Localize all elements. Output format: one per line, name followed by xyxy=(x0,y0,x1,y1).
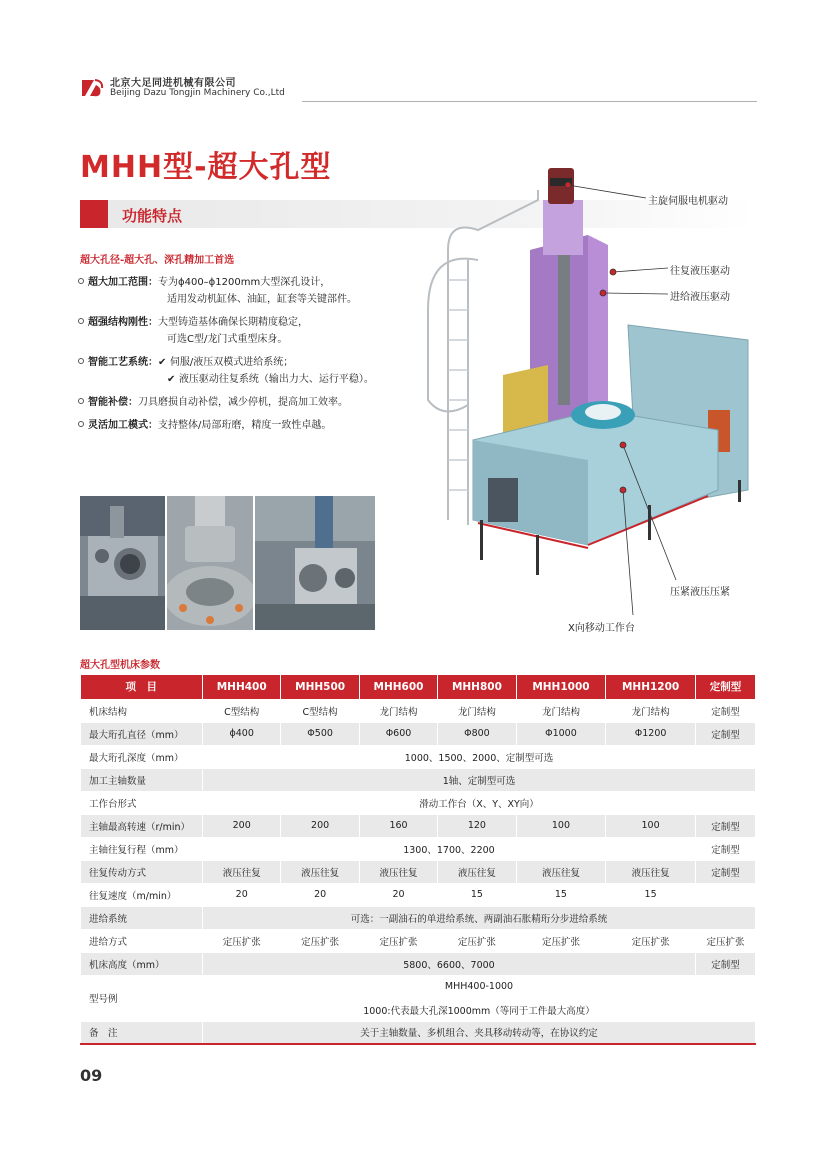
callout-feed: 进给液压驱动 xyxy=(670,292,730,303)
param-name: 往复传动方式 xyxy=(81,860,203,883)
feature-label: 灵活加工模式： xyxy=(88,420,158,431)
param-value: Φ600 xyxy=(359,722,437,745)
param-value: 液压往复 xyxy=(516,860,606,883)
param-value: 定压扩张 xyxy=(359,929,437,952)
feature-line: 伺服/液压双模式进给系统； xyxy=(169,357,294,368)
feature-line: 专为ϕ400–ϕ1200mm大型深孔设计， xyxy=(158,277,331,288)
param-name: 备 注 xyxy=(81,1021,203,1044)
table-row xyxy=(81,1021,756,1044)
table-row xyxy=(81,952,756,975)
callout-clamp: 压紧液压压紧 xyxy=(670,587,730,598)
param-value: 关于主轴数量、多机组合、夹具移动转动等，在协议约定 xyxy=(203,1021,756,1044)
param-value: 定压扩张 xyxy=(695,929,755,952)
param-value: 定压扩张 xyxy=(203,929,281,952)
param-name: 型号例 xyxy=(81,975,203,1021)
param-value: 定压扩张 xyxy=(281,929,359,952)
params-table xyxy=(80,675,756,1045)
param-value: MHH400-1000 xyxy=(203,975,756,998)
company-logo-icon xyxy=(80,76,104,100)
page-number: 09 xyxy=(80,1066,103,1085)
bullet-icon xyxy=(78,398,84,404)
table-row xyxy=(81,745,756,768)
feature-line: 大型铸造基体确保长期精度稳定， xyxy=(158,317,308,328)
callout-reciprocate: 往复液压驱动 xyxy=(670,266,730,277)
feature-item xyxy=(78,274,418,308)
params-header-row xyxy=(81,675,756,699)
header-model: MHH400 xyxy=(203,675,281,699)
photo-honing-head xyxy=(167,496,253,630)
param-value: C型结构 xyxy=(203,699,281,722)
feature-item xyxy=(78,394,418,411)
header-model: MHH1200 xyxy=(606,675,696,699)
page-header xyxy=(80,72,760,106)
param-value: 200 xyxy=(203,814,281,837)
param-value: 定制型 xyxy=(695,860,755,883)
check-icon: ✔ xyxy=(158,357,170,368)
header-item: 项 目 xyxy=(81,675,203,699)
table-row xyxy=(81,791,756,814)
param-value: 液压往复 xyxy=(281,860,359,883)
param-value: 龙门结构 xyxy=(438,699,516,722)
features-subheading: 超大孔径-超大孔、深孔精加工首选 xyxy=(80,255,235,266)
param-value: 1000、1500、2000、定制型可选 xyxy=(203,745,756,768)
param-value: 5800、6600、7000 xyxy=(203,952,696,975)
param-value: 200 xyxy=(281,814,359,837)
param-value: 定制型 xyxy=(695,722,755,745)
param-value: Φ800 xyxy=(438,722,516,745)
param-name: 进给系统 xyxy=(81,906,203,929)
photo-workpiece-1 xyxy=(80,496,165,630)
param-value xyxy=(695,883,755,906)
table-row xyxy=(81,929,756,952)
photo-workpiece-2 xyxy=(255,496,375,630)
feature-item xyxy=(78,354,418,388)
param-value: 定制型 xyxy=(695,699,755,722)
param-value: 定制型 xyxy=(695,952,755,975)
bullet-icon xyxy=(78,278,84,284)
feature-line: 适用发动机缸体、油缸，缸套等关键部件。 xyxy=(167,294,357,305)
param-value: 100 xyxy=(606,814,696,837)
param-name: 最大珩孔直径（mm） xyxy=(81,722,203,745)
feature-label: 超强结构刚性： xyxy=(88,317,158,328)
company-name-cn: 北京大足同进机械有限公司 xyxy=(110,78,236,89)
header-model: MHH1000 xyxy=(516,675,606,699)
header-model: MHH800 xyxy=(438,675,516,699)
param-value: 20 xyxy=(359,883,437,906)
table-row xyxy=(81,837,756,860)
param-value: 可选：一副油石的单进给系统、两副油石胀精珩分步进给系统 xyxy=(203,906,756,929)
company-name-en: Beijing Dazu Tongjin Machinery Co.,Ltd xyxy=(110,88,285,98)
table-row xyxy=(81,699,756,722)
param-value: 160 xyxy=(359,814,437,837)
header-model: MHH500 xyxy=(281,675,359,699)
feature-label: 超大加工范围： xyxy=(88,277,158,288)
param-value: 1000:代表最大孔深1000mm（等同于工件最大高度） xyxy=(203,998,756,1021)
param-value: 液压往复 xyxy=(606,860,696,883)
feature-line: ✔ 液压驱动往复系统（输出力大、运行平稳）。 xyxy=(167,374,374,385)
header-model: MHH600 xyxy=(359,675,437,699)
param-value: 定压扩张 xyxy=(606,929,696,952)
param-name: 加工主轴数量 xyxy=(81,768,203,791)
param-value: Φ500 xyxy=(281,722,359,745)
param-value: 液压往复 xyxy=(359,860,437,883)
table-row xyxy=(81,814,756,837)
bullet-icon xyxy=(78,358,84,364)
feature-label: 智能工艺系统： xyxy=(88,357,158,368)
param-name: 最大珩孔深度（mm） xyxy=(81,745,203,768)
param-value: 1300、1700、2200 xyxy=(203,837,696,860)
bullet-icon xyxy=(78,318,84,324)
header-model: 定制型 xyxy=(695,675,755,699)
param-value: ϕ400 xyxy=(203,722,281,745)
table-row xyxy=(81,906,756,929)
features-section-title: 功能特点 xyxy=(122,207,183,225)
param-value: 20 xyxy=(281,883,359,906)
param-value: 定压扩张 xyxy=(438,929,516,952)
param-value: 定制型 xyxy=(695,814,755,837)
param-value: Φ1000 xyxy=(516,722,606,745)
param-value: 液压往复 xyxy=(203,860,281,883)
param-value: 120 xyxy=(438,814,516,837)
feature-line: 刀具磨损自动补偿，减少停机，提高加工效率。 xyxy=(138,397,348,408)
bullet-icon xyxy=(78,421,84,427)
param-value: 液压往复 xyxy=(438,860,516,883)
param-value: 定压扩张 xyxy=(516,929,606,952)
param-value: 1轴、定制型可选 xyxy=(203,768,756,791)
param-value: 15 xyxy=(606,883,696,906)
feature-label: 智能补偿： xyxy=(88,397,138,408)
check-icon: ✔ xyxy=(167,374,179,385)
param-value: 15 xyxy=(438,883,516,906)
param-value: 龙门结构 xyxy=(359,699,437,722)
param-value: 滑动工作台（X、Y、XY向） xyxy=(203,791,756,814)
feature-line: 可选C型/龙门式重型床身。 xyxy=(167,334,288,345)
page-title: MHH型-超大孔型 xyxy=(80,150,332,185)
param-value: 龙门结构 xyxy=(516,699,606,722)
params-title: 超大孔型机床参数 xyxy=(80,660,160,671)
param-name: 工作台形式 xyxy=(81,791,203,814)
feature-list xyxy=(78,274,418,434)
table-row xyxy=(81,975,756,998)
param-value: C型结构 xyxy=(281,699,359,722)
table-row xyxy=(81,768,756,791)
param-value: 100 xyxy=(516,814,606,837)
feature-item xyxy=(78,417,418,434)
param-name: 进给方式 xyxy=(81,929,203,952)
param-name: 机床高度（mm） xyxy=(81,952,203,975)
param-name: 主轴最高转速（r/min） xyxy=(81,814,203,837)
callout-spindle: 主旋伺服电机驱动 xyxy=(648,196,728,207)
param-value: Φ1200 xyxy=(606,722,696,745)
param-value: 20 xyxy=(203,883,281,906)
param-value: 15 xyxy=(516,883,606,906)
callout-table: X向移动工作台 xyxy=(568,623,635,634)
param-name: 机床结构 xyxy=(81,699,203,722)
param-name: 主轴往复行程（mm） xyxy=(81,837,203,860)
header-divider xyxy=(302,101,757,102)
table-row xyxy=(81,860,756,883)
param-value: 龙门结构 xyxy=(606,699,696,722)
param-value: 定制型 xyxy=(695,837,755,860)
machine-illustration xyxy=(418,160,758,630)
table-row xyxy=(81,722,756,745)
section-marker xyxy=(80,200,108,228)
table-row xyxy=(81,883,756,906)
param-name: 往复速度（m/min） xyxy=(81,883,203,906)
feature-line: 支持整体/局部珩磨，精度一致性卓越。 xyxy=(158,420,332,431)
feature-item xyxy=(78,314,418,348)
